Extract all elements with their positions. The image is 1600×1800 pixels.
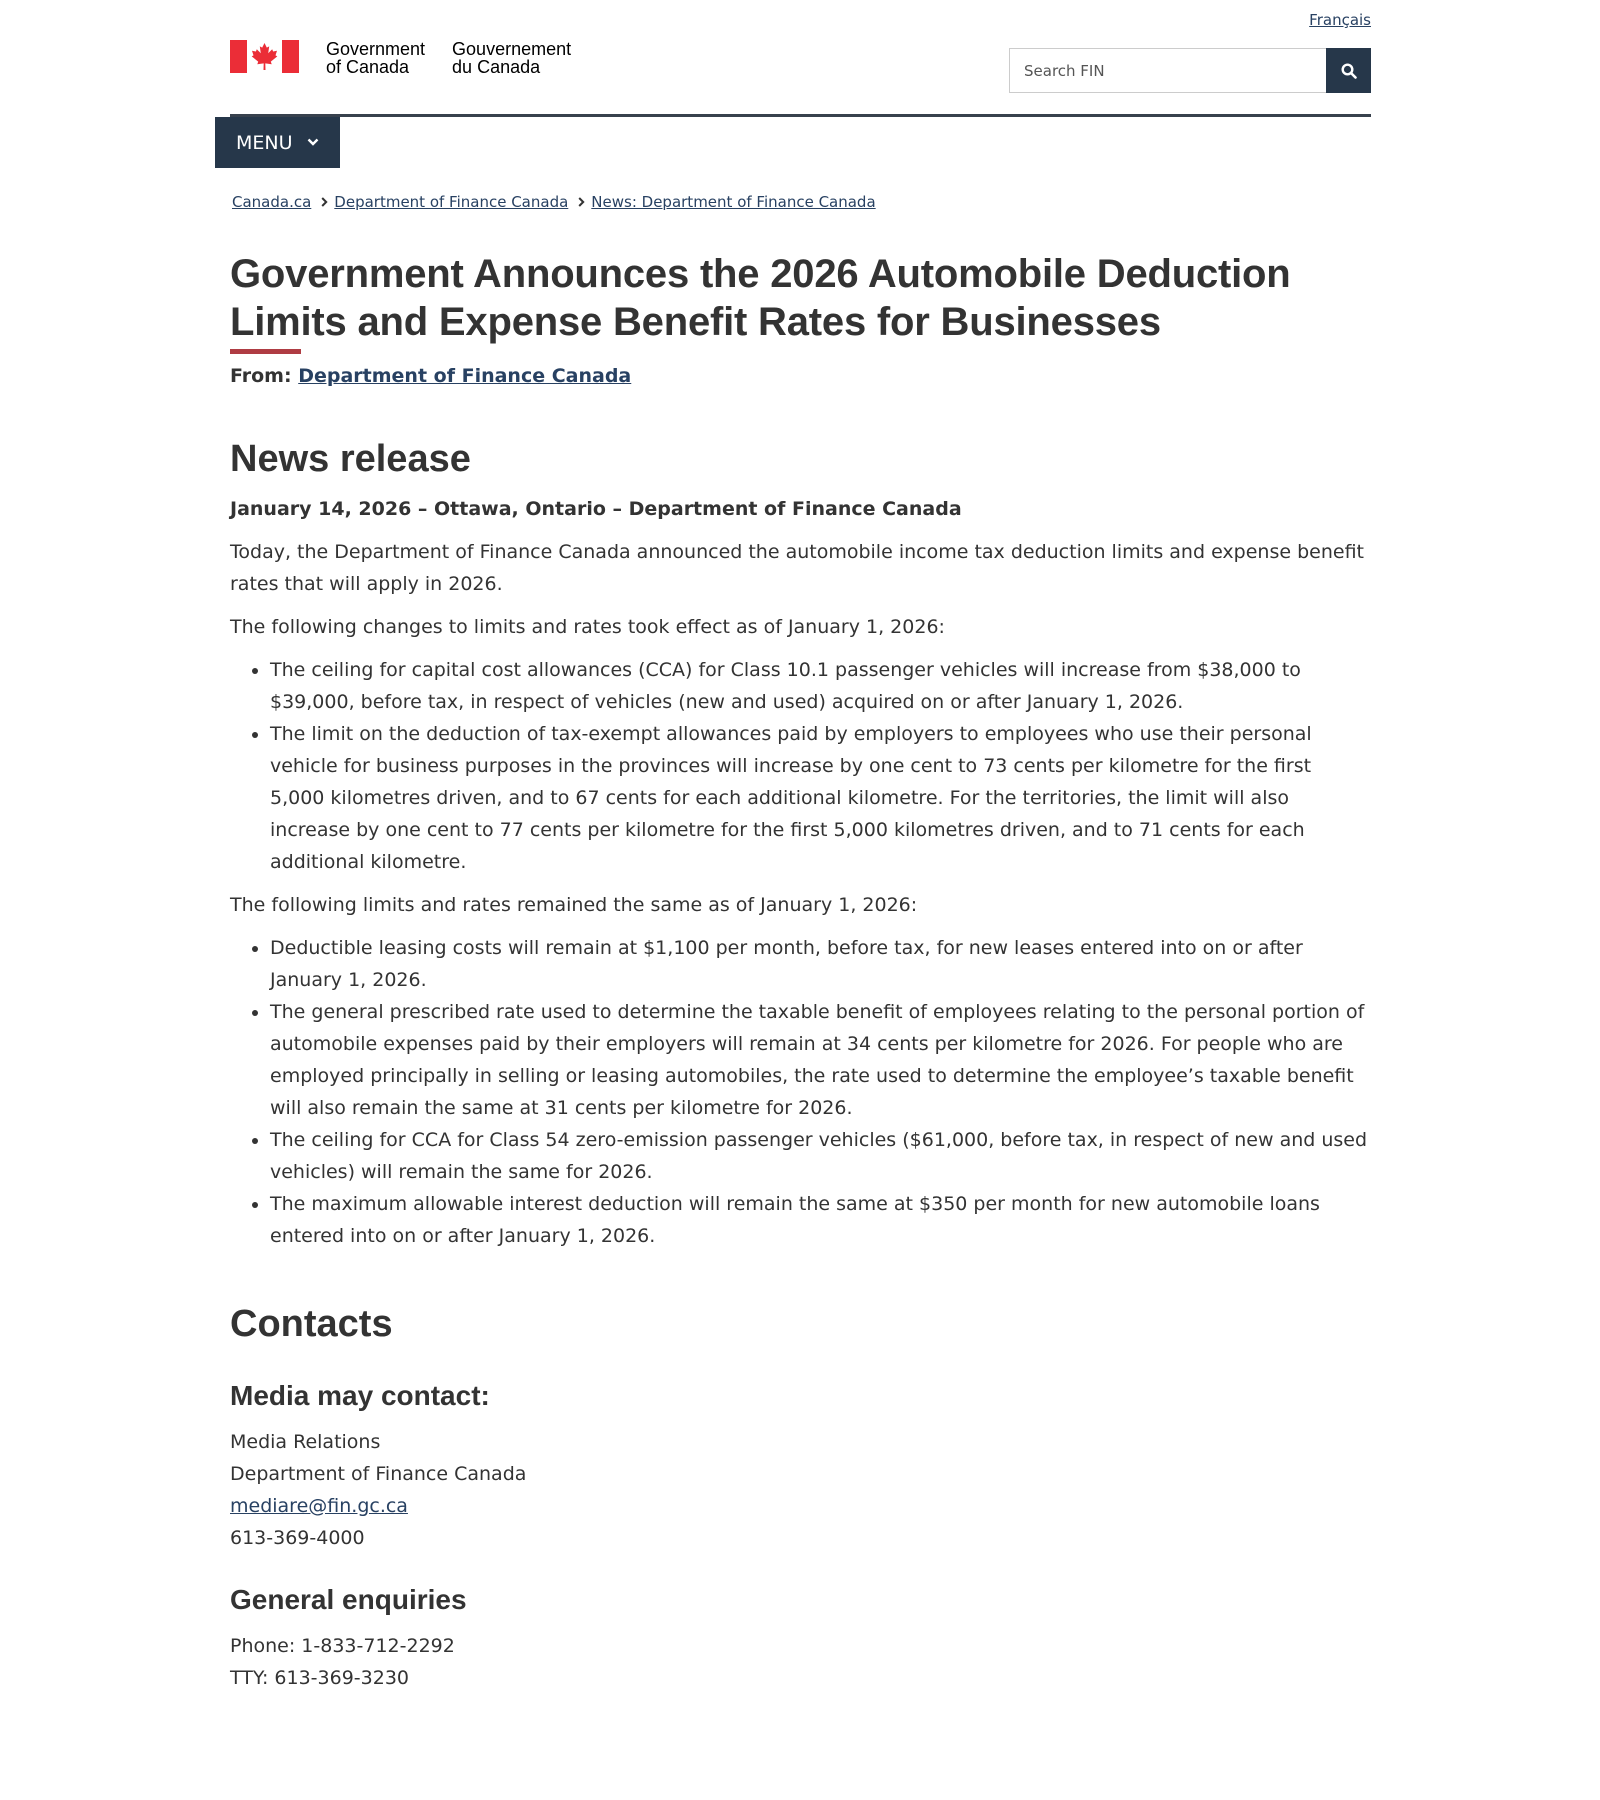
language-toggle-link[interactable]: Français [1309,11,1371,29]
menu-label: MENU [236,131,293,154]
breadcrumb-news-finance-canada[interactable]: News: Department of Finance Canada [591,193,876,211]
list-item: • Deductible leasing costs will remain at $1,100 per month, before tax, for new leases entered into on or after January 1, 2026. [270,932,1371,996]
from-line [230,365,631,387]
search-icon [1341,63,1357,79]
brand-fr-line1: Gouvernement [452,39,572,59]
site-header [230,0,1371,117]
search-input[interactable] [1009,48,1326,93]
dateline: January 14, 2026 – Ottawa, Ontario – Department of Finance Canada [230,498,962,520]
brand-text-english [326,40,425,76]
media-email-link[interactable]: mediare@fin.gc.ca [230,1495,408,1517]
brand-en-line1: Government [326,39,426,59]
list-item: • The limit on the deduction of tax-exempt allowances paid by employers to employees who use their personal vehicle for business purposes in the provinces will increase by one cent to 73 cents per kilometre for the first 5,000 kilometres driven, and to 67 cents for each additional kilometre. For the territories, the limit will also increase by one cent to 77 cents per kilometre for the first 5,000 kilometres driven, and to 71 cents for each additional kilometre. [270,718,1371,878]
media-contact-heading: Media may contact: [230,1380,490,1411]
chevron-down-icon [307,138,319,147]
from-label: From: [230,365,292,387]
same-list [230,932,1371,1252]
general-phone: Phone: 1-833-712-2292 [230,1635,455,1657]
breadcrumb-canada-ca[interactable]: Canada.ca [232,193,312,211]
media-email-line [230,1490,1371,1522]
list-item: • The general prescribed rate used to determine the taxable benefit of employees relating to the personal portion of automobile expenses paid by their employers will remain at 34 cents per kilometre for 2026. For people who are employed principally in selling or leasing automobiles, the rate used to determine the employee’s taxable benefit will also remain the same at 31 cents per kilometre for 2026. [270,996,1371,1124]
chevron-right-icon [578,197,585,207]
search-button[interactable] [1326,48,1371,93]
intro-paragraph: Today, the Department of Finance Canada announced the automobile income tax deduction limits and expense benefit rates that will apply in 2026. [230,541,1364,595]
same-intro: The following limits and rates remained the same as of January 1, 2026: [230,894,918,916]
page-container [230,0,1371,1689]
changes-intro: The following changes to limits and rates took effect as of January 1, 2026: [230,616,945,638]
breadcrumb [232,193,876,211]
canada-flag-icon [230,40,299,73]
media-relations-department: Department of Finance Canada [230,1463,527,1485]
page-title: Government Announces the 2026 Automobile Deduction Limits and Expense Benefit Rates for Businesses [230,252,1291,344]
chevron-right-icon [321,197,328,207]
media-relations-name: Media Relations [230,1431,381,1453]
media-phone: 613-369-4000 [230,1527,365,1549]
changes-list [230,654,1371,878]
list-item: • The maximum allowable interest deduction will remain the same at $350 per month for new automobile loans entered into on or after January 1, 2026. [270,1188,1371,1252]
site-search [1009,48,1371,93]
breadcrumb-finance-canada[interactable]: Department of Finance Canada [334,193,569,211]
menu-button[interactable] [215,117,340,168]
contacts-heading: Contacts [230,1303,393,1345]
list-item: • The ceiling for CCA for Class 54 zero-emission passenger vehicles ($61,000, before tax, in respect of new and used vehicles) will remain the same for 2026. [270,1124,1371,1188]
news-release-heading: News release [230,438,471,480]
title-underline-bar [230,349,301,354]
general-tty: TTY: 613-369-3230 [230,1667,409,1689]
general-enquiries-heading: General enquiries [230,1584,467,1615]
brand-fr-line2: du Canada [452,57,541,77]
government-of-canada-signature[interactable] [230,40,571,76]
article-content [230,435,1371,1694]
brand-en-line2: of Canada [326,57,410,77]
list-item: • The ceiling for capital cost allowances (CCA) for Class 10.1 passenger vehicles will increase from $38,000 to $39,000, before tax, in respect of vehicles (new and used) acquired on or after January 1, 2026. [270,654,1371,718]
from-department-link[interactable]: Department of Finance Canada [298,365,632,387]
brand-text-french [452,40,571,76]
